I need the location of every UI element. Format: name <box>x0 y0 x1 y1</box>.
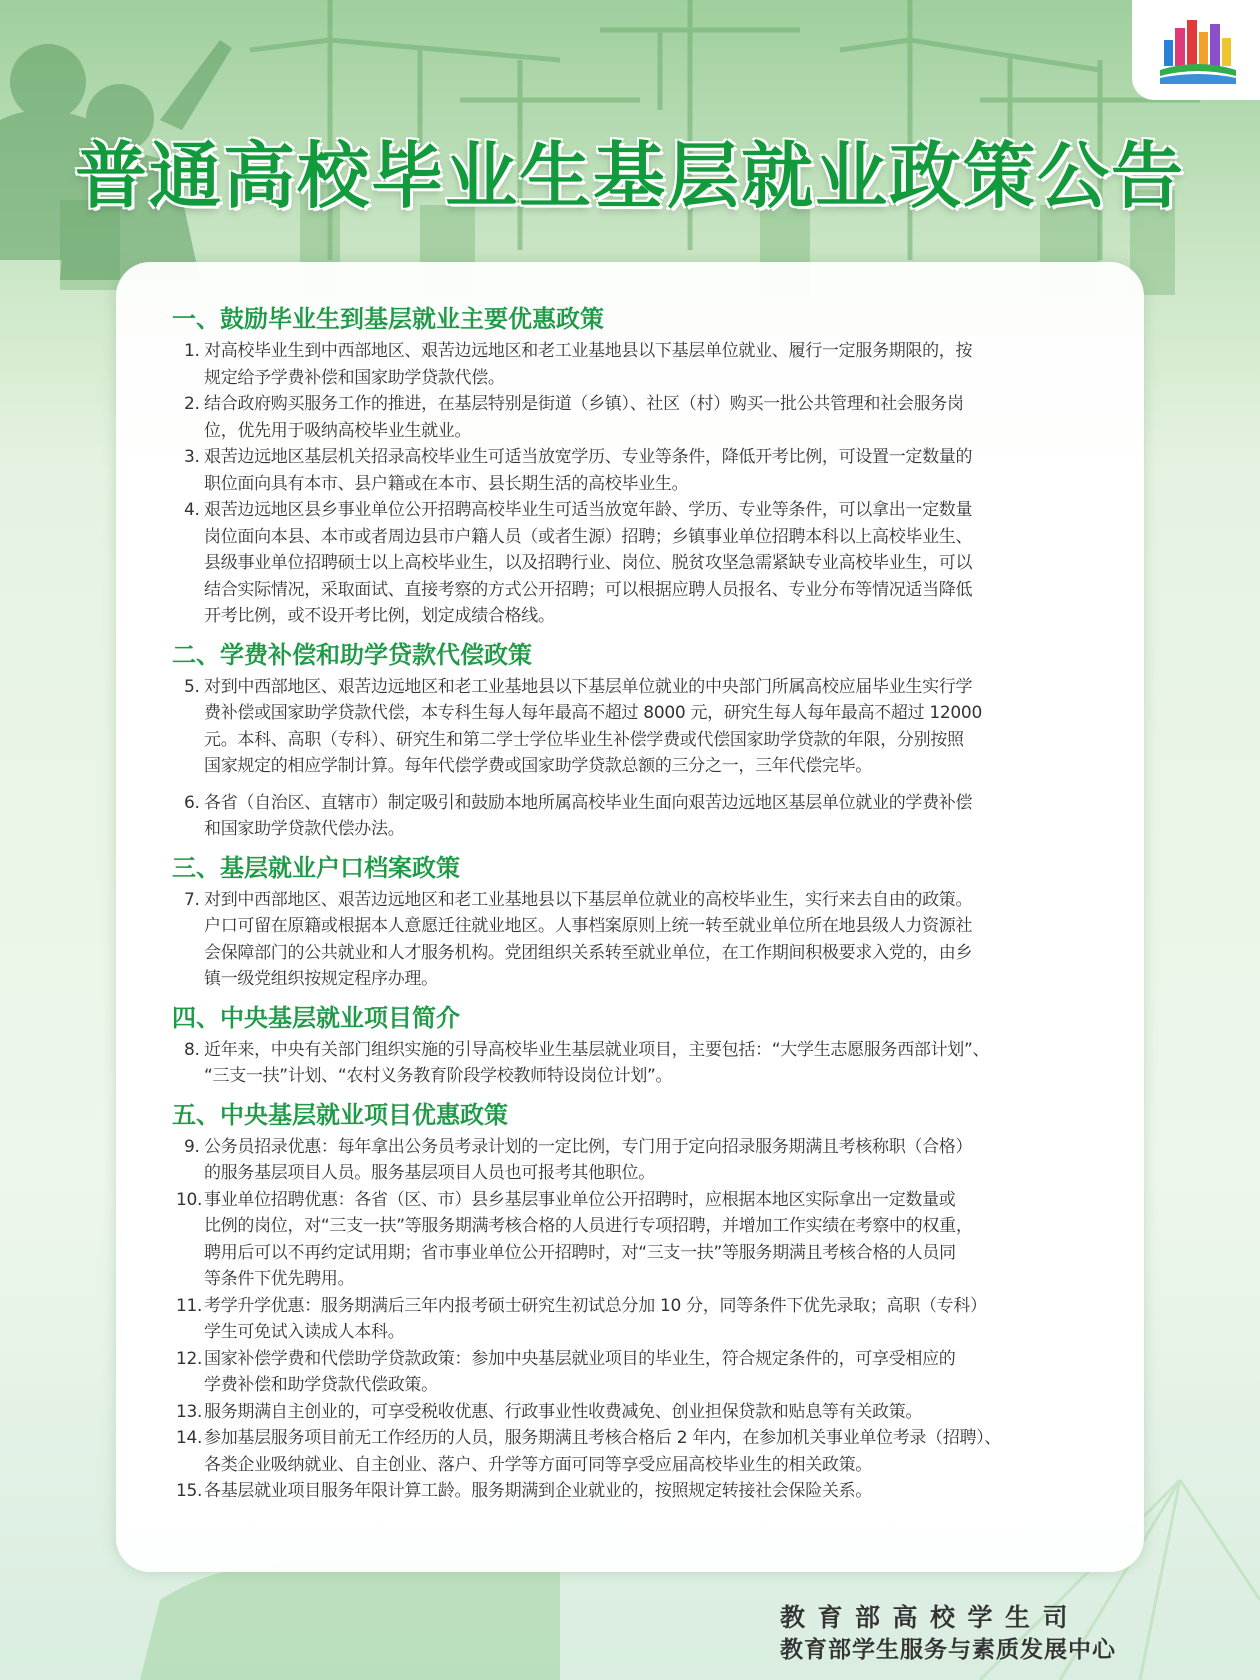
policy-item <box>172 444 1088 497</box>
item-text-line: 和国家助学贷款代偿办法。 <box>204 819 405 839</box>
logo-tab <box>1132 0 1260 100</box>
item-number: 8. <box>184 1039 200 1060</box>
policy-item <box>172 790 1088 843</box>
policy-item <box>172 674 1088 780</box>
item-number: 14. <box>176 1428 203 1448</box>
item-text-line: 事业单位招聘优惠：各省（区、市）县乡基层事业单位公开招聘时，应根据本地区实际拿出一定数量或 <box>204 1189 956 1210</box>
item-number: 10. <box>176 1189 203 1210</box>
policy-item <box>172 1346 1088 1399</box>
item-text-line: 开考比例，或不设开考比例，划定成绩合格线。 <box>204 606 555 626</box>
policy-item <box>172 391 1088 444</box>
item-number: 5. <box>184 676 200 697</box>
policy-item <box>172 1037 1088 1090</box>
item-number: 4. <box>184 500 200 520</box>
issuer-footer <box>780 1602 1140 1666</box>
item-text-line: 结合实际情况，采取面试、直接考察的方式公开招聘；可以根据应聘人员报名、专业分布等情况适当降低 <box>204 579 973 600</box>
item-number: 1. <box>184 341 200 361</box>
policy-content <box>172 304 1088 1515</box>
item-text-line: 对到中西部地区、艰苦边远地区和老工业基地县以下基层单位就业的中央部门所属高校应届毕业生实行学 <box>204 676 973 697</box>
item-text-line: 会保障部门的公共就业和人才服务机构。党团组织关系转至就业单位，在工作期间积极要求入党的，由乡 <box>204 942 973 963</box>
item-text-line: 公务员招录优惠：每年拿出公务员考录计划的一定比例，专门用于定向招录服务期满且考核称职（合格） <box>204 1136 973 1157</box>
item-text-line: 对到中西部地区、艰苦边远地区和老工业基地县以下基层单位就业的高校毕业生，实行来去自由的政策。 <box>204 889 973 910</box>
item-text-line: 规定给予学费补偿和国家助学贷款代偿。 <box>204 367 505 388</box>
policy-item <box>172 338 1088 391</box>
item-number: 3. <box>184 447 200 467</box>
section-title: 五、中央基层就业项目优惠政策 <box>172 1100 508 1129</box>
policy-item <box>172 1187 1088 1293</box>
item-text-line: 费补偿或国家助学贷款代偿，本专科生每人每年最高不超过 8000 元，研究生每人每年最高不超过 12000 <box>204 703 982 723</box>
item-text-line: 近年来，中央有关部门组织实施的引导高校毕业生基层就业项目，主要包括：“大学生志愿服务西部计划”、 <box>204 1039 990 1060</box>
item-text-line: 岗位面向本县、本市或者周边县市户籍人员（或者生源）招聘；乡镇事业单位招聘本科以上高校毕业生、 <box>204 526 973 547</box>
page-title: 普通高校毕业生基层就业政策公告 <box>74 134 1185 218</box>
item-number: 12. <box>176 1348 203 1369</box>
item-text-line: 学费补偿和助学贷款代偿政策。 <box>204 1375 438 1395</box>
section-title: 三、基层就业户口档案政策 <box>172 853 460 882</box>
item-number: 6. <box>184 792 200 813</box>
policy-item <box>172 497 1088 630</box>
item-text-line: 艰苦边远地区基层机关招录高校毕业生可适当放宽学历、专业等条件，降低开考比例，可设置一定数量的 <box>204 447 973 467</box>
item-number: 15. <box>176 1481 203 1501</box>
policy-item <box>172 1478 1088 1505</box>
item-text-line: 聘用后可以不再约定试用期；省市事业单位公开招聘时，对“三支一扶”等服务期满且考核合格的人员同 <box>204 1242 956 1263</box>
item-number: 7. <box>184 889 200 910</box>
item-text-line: 职位面向具有本市、县户籍或在本市、县长期生活的高校毕业生。 <box>204 473 689 494</box>
item-text-line: 各类企业吸纳就业、自主创业、落户、升学等方面可同等享受应届高校毕业生的相关政策。 <box>204 1454 872 1475</box>
city-buildings-logo <box>1158 14 1238 86</box>
section-title: 一、鼓励毕业生到基层就业主要优惠政策 <box>172 305 604 333</box>
item-text-line: 服务期满自主创业的，可享受税收优惠、行政事业性收费减免、创业担保贷款和贴息等有关政策。 <box>204 1401 923 1422</box>
item-number: 2. <box>184 394 200 414</box>
item-text-line: 对高校毕业生到中西部地区、艰苦边远地区和老工业基地县以下基层单位就业、履行一定服务期限的，按 <box>204 341 973 361</box>
policy-item <box>172 1399 1088 1426</box>
section-title: 四、中央基层就业项目简介 <box>172 1003 460 1032</box>
item-text-line: 艰苦边远地区县乡事业单位公开招聘高校毕业生可适当放宽年龄、学历、专业等条件，可以拿出一定数量 <box>204 500 973 520</box>
policy-item <box>172 1425 1088 1478</box>
item-text-line: “三支一扶”计划、“农村义务教育阶段学校教师特设岗位计划”。 <box>204 1066 673 1086</box>
section-title: 二、学费补偿和助学贷款代偿政策 <box>172 640 532 669</box>
item-text-line: 比例的岗位，对“三支一扶”等服务期满考核合格的人员进行专项招聘，并增加工作实绩在考察中的权重， <box>204 1216 973 1236</box>
policy-item <box>172 887 1088 993</box>
item-number: 11. <box>176 1295 203 1316</box>
policy-card <box>116 262 1144 1572</box>
item-number: 13. <box>176 1401 203 1422</box>
item-text-line: 各基层就业项目服务年限计算工龄。服务期满到企业就业的，按照规定转接社会保险关系。 <box>204 1481 872 1501</box>
item-text-line: 参加基层服务项目前无工作经历的人员，服务期满且考核合格后 2 年内，在参加机关事业单位考录（招聘）、 <box>204 1428 1002 1448</box>
item-text-line: 等条件下优先聘用。 <box>204 1269 355 1289</box>
item-text-line: 考学升学优惠：服务期满后三年内报考硕士研究生初试总分加 10 分，同等条件下优先录取；高职（专科） <box>204 1295 987 1316</box>
item-text-line: 元。本科、高职（专科）、研究生和第二学士学位毕业生补偿学费或代偿国家助学贷款的年限，分别按照 <box>204 729 964 750</box>
policy-item <box>172 1293 1088 1346</box>
item-text-line: 国家规定的相应学制计算。每年代偿学费或国家助学贷款总额的三分之一，三年代偿完毕。 <box>204 756 872 776</box>
item-text-line: 县级事业单位招聘硕士以上高校毕业生，以及招聘行业、岗位、脱贫攻坚急需紧缺专业高校毕业生，可以 <box>204 553 973 573</box>
item-text-line: 位，优先用于吸纳高校毕业生就业。 <box>204 420 472 441</box>
item-text-line: 学生可免试入读成人本科。 <box>204 1322 405 1342</box>
item-text-line: 结合政府购买服务工作的推进，在基层特别是街道（乡镇）、社区（村）购买一批公共管理和社会服务岗 <box>204 394 964 414</box>
item-text-line: 户口可留在原籍或根据本人意愿迁往就业地区。人事档案原则上统一转至就业单位所在地县级人力资源社 <box>204 916 973 936</box>
item-text-line: 国家补偿学费和代偿助学贷款政策：参加中央基层就业项目的毕业生，符合规定条件的，可享受相应的 <box>204 1348 956 1369</box>
policy-item <box>172 1134 1088 1187</box>
item-number: 9. <box>184 1136 200 1157</box>
item-text-line: 各省（自治区、直辖市）制定吸引和鼓励本地所属高校毕业生面向艰苦边远地区基层单位就业的学费补偿 <box>204 792 973 813</box>
issuer-line-1: 教育部高校学生司 <box>780 1603 1081 1632</box>
item-text-line: 镇一级党组织按规定程序办理。 <box>204 969 438 989</box>
item-text-line: 的服务基层项目人员。服务基层项目人员也可报考其他职位。 <box>204 1163 655 1183</box>
issuer-line-2: 教育部学生服务与素质发展中心 <box>780 1637 1116 1663</box>
